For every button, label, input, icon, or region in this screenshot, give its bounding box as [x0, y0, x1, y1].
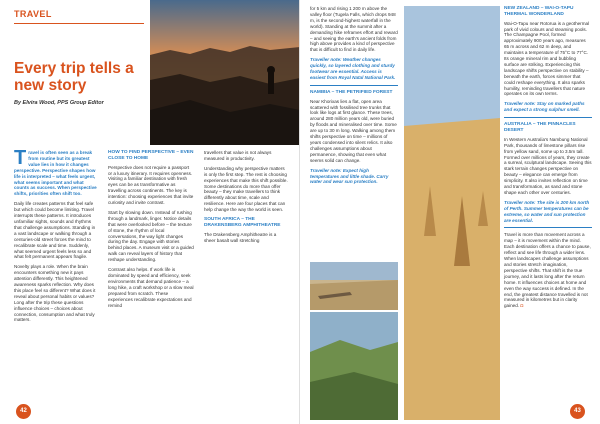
subheading: HOW TO FIND PERSPECTIVE – EVEN CLOSE TO HOME [108, 150, 194, 161]
traveller-note: Traveller note: Expect high temperatures and little shade. Carry water and wear sun protection. [310, 167, 389, 185]
pinnacles-photo [404, 6, 500, 420]
closing-text: Travel is more than movement across a map – it is movement within the mind. Each destination offers a chance to pause, reflect and see life through a wider lens. When landscapes challenge assumptions and stories stretch imagination, perspective shifts. That shift is the true journey, and it lasts long after the return home. It influences choices at home and even the way success is defined. In the end, the greatest distance travelled is not measured in kilometres but in clarity gained. [504, 232, 591, 309]
amphitheatre-photo [150, 0, 300, 145]
desert-image [404, 6, 500, 420]
drop-cap: T [14, 147, 27, 169]
lead-text: ravel is often seen as a break from routine but its greatest value lies in how it changes perspective. Perspective shapes how life is interpreted – what feels urgent, what seems important and what counts as success. When perspective shifts, priorities often shift too. [14, 150, 97, 197]
lead-paragraph [14, 147, 98, 197]
subheading: NAMIBIA – THE PETRIFIED FOREST [310, 89, 393, 95]
body-paragraph: The Drakensberg Amphitheatre is a sheer basalt wall stretching [204, 231, 277, 243]
page-number: 42 [16, 404, 31, 419]
right-column-2 [504, 6, 592, 313]
petrified-forest-photo [310, 262, 398, 310]
subheading: AUSTRALIA – THE PINNACLES DESERT [504, 122, 576, 133]
right-page [300, 0, 600, 424]
left-column-3 [204, 150, 288, 247]
traveller-note: Traveller note: Stay on marked paths and expect a strong sulphur smell. [504, 101, 585, 113]
section-divider [310, 85, 398, 86]
left-column-2 [108, 150, 194, 312]
body-paragraph: Understanding why perspective matters is only the first step. The rest is choosing experiences that make this shift possible. Some destinations do more than offer beauty – they make travellers to think differently about time, scale and resilience. Here are four places that can help change the way the world is seen. [204, 165, 288, 213]
body-paragraph [504, 232, 592, 309]
end-mark: ◘ [520, 303, 524, 309]
section-rule [14, 23, 144, 24]
body-paragraph: In Western Australia's Nambung National Park, thousands of limestone pillars rise from yellow sand, some up to 3.5m tall. Formed over millions of years, they create a surreal, sculptural landscape. Seeing this stark terrain changes perspective on beauty – elegance can emerge from simplicity. It also invites reflection on time and transformation, as sand and stone shape each other over centuries. [504, 136, 592, 195]
article-headline: Every trip tells a new story [14, 60, 134, 94]
body-paragraph: for 5 km and rising 1 200 m above the valley floor (Tugela Falls, which drops 948 m, is the second-highest waterfall in the world). Standing at the summit after a demanding hike reframes effort and reward – and seeing the earth's ancient folds from high above provides a kind of perspective that is difficult to find in daily life. [310, 6, 398, 53]
subheading: SOUTH AFRICA – THE DRAKENSBERG AMPHITHEATRE [204, 217, 281, 228]
sunset-landscape-image [150, 0, 300, 145]
byline: By Elvira Wood, PPS Group Editor [14, 100, 104, 106]
landscape-image [310, 312, 398, 420]
traveller-note: Traveller note: Weather changes quickly, so layered clothing and sturdy footwear are essential. Access is easiest from Royal Natal National Park. [310, 57, 396, 80]
page-number: 43 [570, 404, 585, 419]
left-column-1 [14, 147, 98, 327]
body-paragraph: Daily life creates patterns that feel safe but which could become limiting. Travel interrupts these patterns. It introduces unfamiliar sights, sounds and rhythms that challenge assumptions. Standing in a vast landscape or walking through a centuries-old street forces the mind to recalibrate scale and time. Suddenly, what seemed urgent feels less so and what felt permanent appears fragile. [14, 201, 96, 260]
section-label: TRAVEL [14, 9, 52, 19]
right-column-1 [310, 6, 398, 189]
body-paragraph: Novelty plays a role. When the brain encounters something new it pays attention differently. This heightened awareness sparks reflection. Why does this place feel so different? What does it reveal about personal habits or values? Long after the trip these questions influence choices – choices about connection, consumption and what truly matters. [14, 264, 96, 323]
traveller-note: Traveller note: The site is 200 km north of Perth. Summer temperatures can be extreme, so water and sun protection are essential. [504, 199, 590, 223]
subheading: NEW ZEALAND – WAI-O-TAPU THERMAL WONDERLAND [504, 6, 574, 17]
body-paragraph: Perspective does not require a passport or a luxury itinerary. It requires openness. Visiting a familiar destination with fresh eyes can be as transformative as travelling across continents. The key is intention: choosing experiences that invite curiosity and invite contrast. [108, 164, 194, 206]
body-paragraph: Near Khorixas lies a flat, open area scattered with fossilised tree trunks that look like logs at first glance. These trees, around 280 million years old, were buried by floods and mineralised over time. Some are up to 30 m long. Walking among them shifts perspective on time – millions of years condensed into silent relics. It also challenges assumptions about permanence, showing that even what seems solid can change. [310, 98, 397, 163]
body-paragraph: Wai-O-Tapu near Rotorua is a geothermal park of vivid colours and steaming pools. The Champagne Pool, formed approximately 900 years ago, measures 65 m across and 62 m deep, and maintains a temperature of 75°C to 77°C. Its orange mineral rim and bubbling surface are striking. Experiencing this landscape shifts perspective on stability – beneath the earth, forces simmer that could reshape everything. It also sparks humility, reminding travellers that nature operates on its own terms. [504, 20, 590, 97]
body-paragraph: travellers that value is not always measured in productivity. [204, 150, 272, 161]
body-paragraph: Contrast also helps. If work life is dominated by speed and efficiency, seek environments that demand patience – a long hike, a craft workshop or a slow meal prepared from scratch. These experiences recalibrate expectations and remind [108, 267, 194, 308]
body-paragraph: Start by slowing down. Instead of rushing through a landmark, linger. Notice details that were overlooked before – the texture of stone, the rhythm of local conversations, the way light changes during the day. Engage with stories behind places. A museum visit or a guided walk can reveal layers of history that reshape understanding. [108, 209, 194, 263]
landscape-image [310, 262, 398, 310]
section-divider [504, 117, 592, 118]
section-divider [504, 227, 592, 228]
green-landscape-photo [310, 312, 398, 420]
